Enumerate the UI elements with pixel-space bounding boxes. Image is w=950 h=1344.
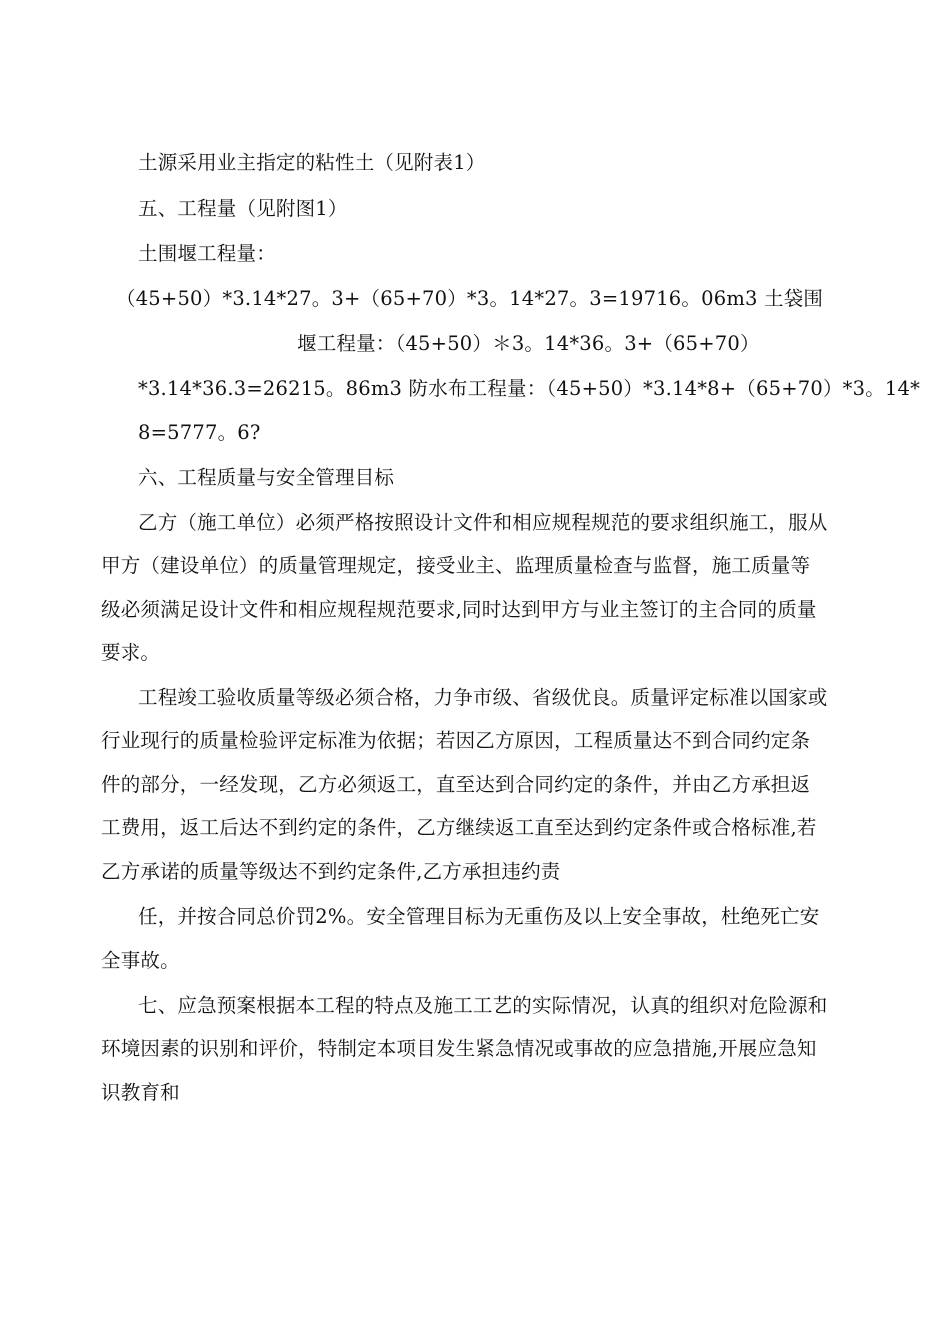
- paragraph-line: 全事故。: [101, 949, 180, 972]
- formula-line-bag-cofferdam: 堰工程量：（45+50）＊3。14*36。3+（65+70）: [297, 332, 760, 355]
- paragraph-line: 工程竣工验收质量等级必须合格，力争市级、省级优良。质量评定标准以国家或: [138, 686, 828, 709]
- paragraph-line: 识教育和: [101, 1081, 180, 1104]
- paragraph-line: 七、应急预案根据本工程的特点及施工工艺的实际情况，认真的组织对危险源和: [138, 994, 828, 1017]
- paragraph-line: 要求。: [101, 641, 161, 664]
- section-heading-quantities: 五、工程量（见附图1）: [138, 197, 348, 220]
- paragraph-line: 乙方（施工单位）必须严格按照设计文件和相应规程规范的要求组织施工，服从: [138, 511, 828, 534]
- paragraph-line: 甲方（建设单位）的质量管理规定，接受业主、监理质量检查与监督，施工质量等: [101, 554, 811, 577]
- paragraph-line: 件的部分，一经发现，乙方必须返工，直至达到合同约定的条件，并由乙方承担返: [101, 773, 811, 796]
- paragraph-line: 乙方承诺的质量等级达不到约定条件,乙方承担违约责: [101, 860, 561, 883]
- formula-line-waterproof-cloth: *3.14*36.3=26215。86m3 防水布工程量：（45+50）*3.14*8+（65+70）*3。14*: [138, 377, 921, 400]
- paragraph-line: 环境因素的识别和评价，特制定本项目发生紧急情况或事故的应急措施,开展应急知: [101, 1037, 817, 1060]
- paragraph-line: 级必须满足设计文件和相应规程规范要求,同时达到甲方与业主签订的主合同的质量: [101, 598, 817, 621]
- paragraph-line: 工费用，返工后达不到约定的条件，乙方继续返工直至达到约定条件或合格标准,若: [101, 816, 817, 839]
- text-line-soil-source: 土源采用业主指定的粘性土（见附表1）: [138, 151, 486, 174]
- text-line-cofferdam-label: 土围堰工程量：: [138, 242, 276, 265]
- paragraph-line: 行业现行的质量检验评定标准为依据；若因乙方原因，工程质量达不到合同约定条: [101, 729, 811, 752]
- section-heading-quality-safety: 六、工程质量与安全管理目标: [138, 466, 395, 489]
- formula-line-earth-cofferdam: （45+50）*3.14*27。3+（65+70）*3。14*27。3=19716。06m3 土袋围: [116, 287, 824, 310]
- paragraph-line: 任，并按合同总价罚2%。安全管理目标为无重伤及以上安全事故，杜绝死亡安: [138, 905, 820, 928]
- formula-line-result: 8=5777。6?: [138, 421, 261, 444]
